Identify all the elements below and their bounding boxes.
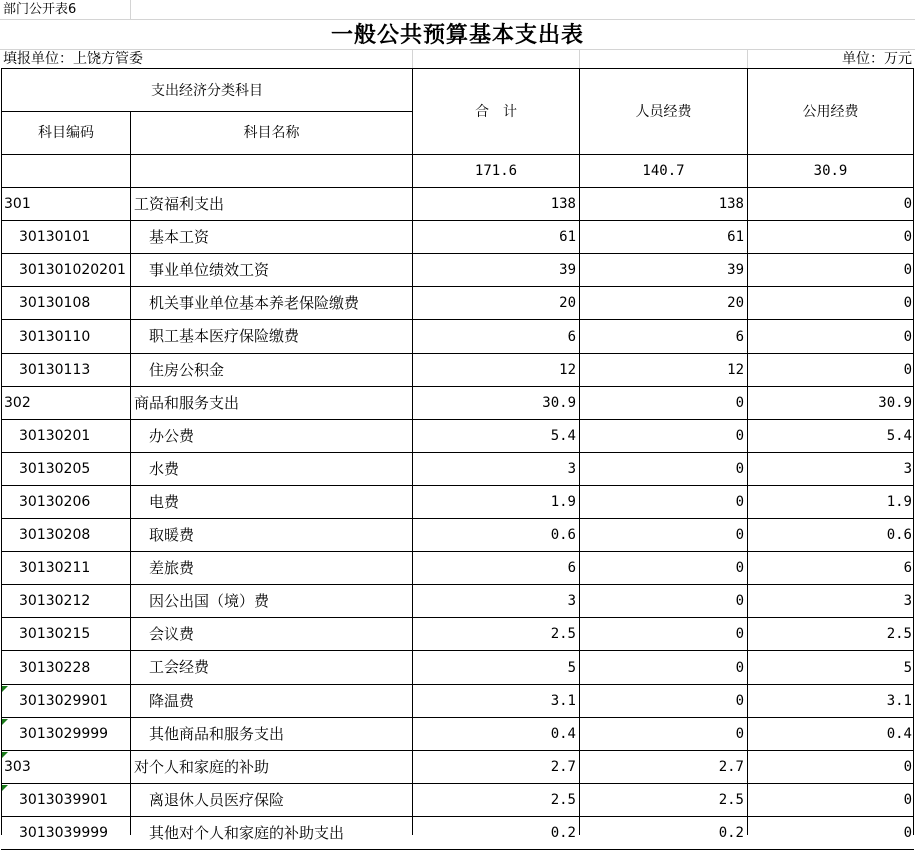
grid-line [1, 386, 914, 387]
row-code: 30130212 [19, 593, 91, 609]
grid-line [1, 286, 914, 287]
row-public: 0 [903, 792, 912, 808]
row-code: 30130101 [19, 229, 91, 245]
grid-line [1, 220, 914, 221]
row-personnel: 39 [727, 262, 744, 278]
row-code: 30130201 [19, 428, 91, 444]
row-public: 0.6 [886, 527, 912, 543]
row-public: 30.9 [878, 395, 912, 411]
row-name: 降温费 [149, 691, 195, 710]
row-name: 取暖费 [149, 525, 195, 544]
row-code: 30130215 [19, 626, 91, 642]
header-total: 合 计 [475, 104, 517, 120]
grid-line [1, 111, 413, 112]
header-personnel: 人员经费 [635, 104, 692, 120]
row-personnel: 0.2 [718, 825, 744, 841]
row-public: 0 [903, 196, 912, 212]
row-name: 因公出国（境）费 [149, 591, 270, 610]
row-code: 3013039999 [19, 825, 109, 841]
grid-line [1, 518, 914, 519]
row-code: 30130108 [19, 295, 91, 311]
row-name: 其他对个人和家庭的补助支出 [149, 823, 345, 842]
grid-line [1, 717, 914, 718]
row-personnel: 0 [735, 626, 744, 642]
summary-total: 171.6 [474, 163, 518, 179]
row-public: 0 [903, 295, 912, 311]
row-public: 0 [903, 328, 912, 345]
row-personnel: 0 [735, 395, 744, 411]
header-group: 支出经济分类科目 [151, 83, 263, 99]
row-name: 水费 [149, 459, 180, 478]
row-personnel: 0 [735, 560, 744, 576]
row-code: 3013029999 [19, 726, 109, 742]
row-code: 30130206 [19, 494, 91, 510]
row-total: 138 [550, 196, 576, 212]
grid-line [1, 584, 914, 585]
row-personnel: 61 [727, 229, 744, 245]
grid-line [1, 187, 914, 188]
grid-line [130, 111, 131, 835]
row-total: 30.9 [542, 395, 576, 411]
row-code: 30130211 [19, 560, 91, 576]
row-total: 6 [567, 328, 576, 345]
row-total: 3.1 [550, 693, 576, 709]
row-total: 2.5 [550, 626, 576, 642]
reporting-unit: 填报单位：上饶方管委 [3, 51, 143, 67]
cell-marker-icon [2, 785, 8, 791]
row-total: 1.9 [550, 494, 576, 510]
cell-marker-icon [2, 719, 8, 725]
currency-unit: 单位：万元 [842, 51, 912, 67]
row-code: 30130208 [19, 527, 91, 543]
row-public: 3.1 [886, 693, 912, 709]
row-total: 0.4 [550, 726, 576, 742]
grid-line [1, 419, 914, 420]
sheet-label: 部门公开表6 [3, 2, 77, 17]
row-personnel: 0 [735, 527, 744, 543]
grid-line [1, 750, 914, 751]
row-personnel: 0 [735, 726, 744, 742]
grid-line [913, 68, 914, 835]
summary-public: 30.9 [813, 163, 848, 179]
row-name: 电费 [149, 492, 180, 511]
row-public: 0 [903, 759, 912, 775]
grid-line [1, 650, 914, 651]
header-code: 科目编码 [38, 125, 94, 141]
row-personnel: 0 [735, 659, 744, 676]
grid-line [1, 816, 914, 817]
row-code: 3013029901 [19, 693, 109, 709]
row-code: 301301020201 [19, 262, 126, 278]
row-public: 3 [903, 593, 912, 609]
row-code: 30130110 [19, 328, 91, 345]
row-public: 0 [903, 362, 912, 378]
row-total: 5.4 [550, 428, 576, 444]
page-title: 一般公共预算基本支出表 [330, 22, 584, 48]
row-name: 基本工资 [149, 227, 210, 246]
row-name: 对个人和家庭的补助 [134, 757, 270, 776]
row-name: 办公费 [149, 426, 195, 445]
row-personnel: 0 [735, 593, 744, 609]
row-total: 3 [567, 461, 576, 477]
row-name: 离退休人员医疗保险 [149, 790, 285, 809]
row-total: 39 [559, 262, 576, 278]
row-name: 商品和服务支出 [134, 393, 240, 412]
header-name: 科目名称 [243, 125, 300, 141]
row-personnel: 0 [735, 461, 744, 477]
row-personnel: 2.5 [718, 792, 744, 808]
row-name: 其他商品和服务支出 [149, 724, 285, 743]
grid-line [1, 68, 2, 835]
grid-line [1, 684, 914, 685]
grid-line [1, 353, 914, 354]
row-personnel: 2.7 [718, 759, 744, 775]
row-total: 20 [559, 295, 576, 311]
row-name: 差旅费 [149, 558, 195, 577]
row-name: 工资福利支出 [134, 194, 225, 213]
grid-line [1, 485, 914, 486]
row-code: 3013039901 [19, 792, 109, 808]
row-total: 3 [567, 593, 576, 609]
row-total: 12 [559, 362, 576, 378]
summary-personnel: 140.7 [642, 163, 685, 179]
grid-line [1, 551, 914, 552]
cell-marker-icon [2, 686, 8, 692]
row-public: 6 [903, 560, 912, 576]
row-total: 0.6 [550, 527, 576, 543]
row-code: 30130113 [19, 362, 91, 378]
row-public: 0 [903, 825, 912, 841]
row-name: 职工基本医疗保险缴费 [149, 327, 300, 345]
grid-line [747, 68, 748, 835]
row-name: 住房公积金 [149, 360, 225, 379]
row-public: 5.4 [886, 428, 912, 444]
row-code: 303 [4, 759, 31, 775]
row-name: 机关事业单位基本养老保险缴费 [149, 293, 360, 312]
row-public: 3 [903, 461, 912, 477]
row-public: 1.9 [886, 494, 912, 510]
grid-line [579, 68, 580, 835]
row-code: 302 [4, 395, 31, 411]
row-code: 30130228 [19, 659, 91, 676]
row-public: 0 [903, 262, 912, 278]
row-name: 会议费 [149, 624, 195, 643]
grid-line [1, 452, 914, 453]
row-personnel: 20 [727, 295, 744, 311]
grid-line [1, 783, 914, 784]
row-total: 2.7 [550, 759, 576, 775]
grid-line [1, 68, 914, 69]
grid-line [1, 253, 914, 254]
row-name: 工会经费 [149, 658, 210, 676]
row-name: 事业单位绩效工资 [149, 260, 270, 279]
row-code: 301 [4, 196, 31, 212]
row-public: 5 [903, 659, 912, 676]
row-total: 0.2 [550, 825, 576, 841]
row-total: 61 [559, 229, 576, 245]
row-public: 0.4 [886, 726, 912, 742]
row-personnel: 0 [735, 693, 744, 709]
grid-line [1, 617, 914, 618]
row-personnel: 12 [727, 362, 744, 378]
row-personnel: 6 [735, 328, 744, 345]
grid-line [1, 319, 914, 320]
row-total: 5 [567, 659, 576, 676]
grid-line [412, 68, 413, 835]
row-public: 2.5 [886, 626, 912, 642]
row-public: 0 [903, 229, 912, 245]
row-total: 2.5 [550, 792, 576, 808]
row-personnel: 0 [735, 428, 744, 444]
row-total: 6 [567, 560, 576, 576]
header-public: 公用经费 [802, 104, 859, 120]
row-code: 30130205 [19, 461, 91, 477]
cell-marker-icon [2, 752, 8, 758]
row-personnel: 0 [735, 494, 744, 510]
row-personnel: 138 [718, 196, 744, 212]
grid-line [1, 154, 914, 155]
